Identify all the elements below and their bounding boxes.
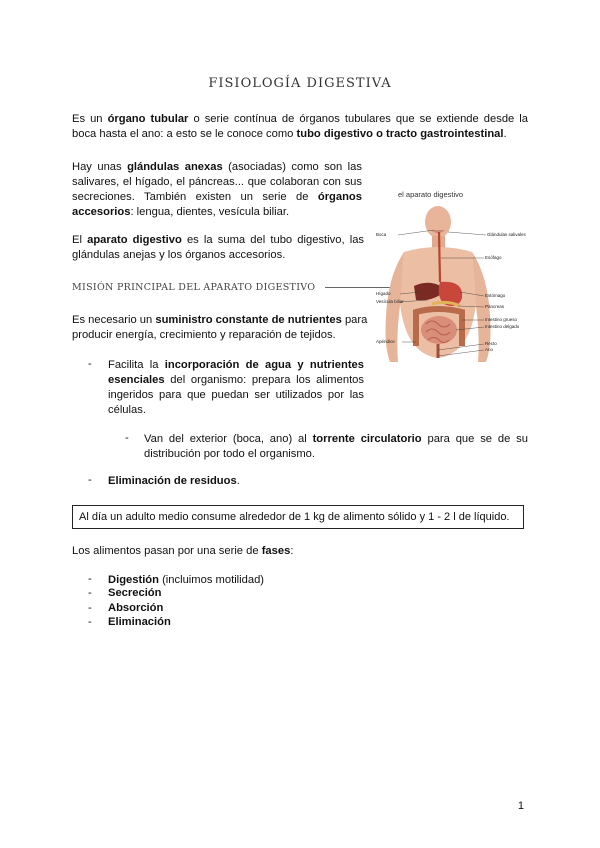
label-recto: Recto xyxy=(485,341,497,346)
label-estomago: Estómago xyxy=(485,293,506,298)
phase-item xyxy=(108,573,264,588)
phase-item: Secreción xyxy=(108,587,162,599)
text: del organismo: prepara los alimentos ingeridos para que puedan ser utilizados por las células. xyxy=(108,374,364,416)
text: (asociadas) como son las salivares, el hígado, el páncreas... que colaboran con sus secreciones. También existen un serie de xyxy=(72,161,362,203)
bold-text: órganos accesorios xyxy=(72,191,362,218)
bold-text: torrente circulatorio xyxy=(312,433,422,445)
bold-text: fases xyxy=(261,545,291,557)
bullet-item xyxy=(108,474,240,489)
phase-item: Eliminación xyxy=(108,616,171,628)
phase-item: Absorción xyxy=(108,602,164,614)
text: Van del exterior (boca, ano) al xyxy=(144,433,313,445)
bold-text: suministro constante de nutrientes xyxy=(155,314,342,326)
sub-bullet-item xyxy=(144,432,528,462)
esophagus-shape xyxy=(439,232,440,282)
system-paragraph xyxy=(72,233,364,263)
phase-dash: - xyxy=(88,587,92,599)
label-apendice: Apéndice xyxy=(376,339,395,344)
phase-dash: - xyxy=(88,602,92,614)
section-title-text: MISIÓN PRINCIPAL DEL APARATO DIGESTIVO xyxy=(72,282,316,293)
label-pancreas: Páncreas xyxy=(485,304,505,309)
bold-text: órgano tubular xyxy=(107,113,189,125)
text: : xyxy=(290,545,294,557)
page-title: FISIOLOGÍA DIGESTIVA xyxy=(208,76,392,91)
sub-bullet-dash: - xyxy=(125,432,129,444)
text: . xyxy=(236,475,240,487)
text: es la suma del tubo digestivo, las glándulas anejas y los órganos accesorios. xyxy=(72,234,365,261)
text: (incluimos motilidad) xyxy=(158,574,265,586)
text: : lengua, dientes, vesícula biliar. xyxy=(130,206,290,218)
text: para que se de su distribución por todo el organismo. xyxy=(144,433,528,460)
phases-intro xyxy=(72,544,293,559)
label-intestino-grueso: Intestino grueso xyxy=(485,317,518,322)
label-boca: Boca xyxy=(376,232,387,237)
label-intestino-delgado: Intestino delgado xyxy=(485,324,520,329)
text: El xyxy=(72,234,88,246)
phase-dash: - xyxy=(88,573,92,585)
bold-text: aparato digestivo xyxy=(87,234,182,246)
bullet-dash: - xyxy=(88,474,92,486)
note-box: Al día un adulto medio consume alrededor de 1 kg de alimento sólido y 1 - 2 l de líquido. xyxy=(72,505,524,529)
label-glandulas: Glándulas salivales xyxy=(487,232,526,237)
label-esofago: Esófago xyxy=(485,255,502,260)
text: Los alimentos pasan por una serie de xyxy=(72,545,262,557)
label-vesicula: Vesícula biliar xyxy=(376,299,404,304)
label-ano: Ano xyxy=(485,347,494,352)
text: Es un xyxy=(72,113,108,125)
page-number: 1 xyxy=(517,800,524,812)
figure-caption: el aparato digestivo xyxy=(398,190,464,199)
bold-text: Eliminación de residuos xyxy=(108,475,237,487)
text: para producir energía, crecimiento y reparación de tejidos. xyxy=(72,314,368,341)
bullet-dash: - xyxy=(88,358,92,370)
text: Es necesario un xyxy=(72,314,156,326)
text: Hay unas xyxy=(72,161,128,173)
mission-paragraph xyxy=(72,313,368,343)
bold-text: glándulas anexas xyxy=(127,161,223,173)
label-higado: Hígado xyxy=(376,291,391,296)
intro-paragraph xyxy=(72,112,528,142)
text: Facilita la xyxy=(108,359,165,371)
phase-dash: - xyxy=(88,616,92,628)
bold-text: incorporación de agua y nutrientes esenciales xyxy=(108,359,364,386)
digestive-system-figure xyxy=(374,186,534,372)
body-illustration xyxy=(374,186,534,372)
text: . xyxy=(503,128,507,140)
bold-text: Digestión xyxy=(108,574,159,586)
bullet-item xyxy=(108,358,364,418)
bold-text: tubo digestivo o tracto gastrointestinal xyxy=(296,128,504,140)
text: o serie contínua de órganos tubulares que se extiende desde la boca hasta el ano: a esto se le conoce como xyxy=(72,113,528,140)
